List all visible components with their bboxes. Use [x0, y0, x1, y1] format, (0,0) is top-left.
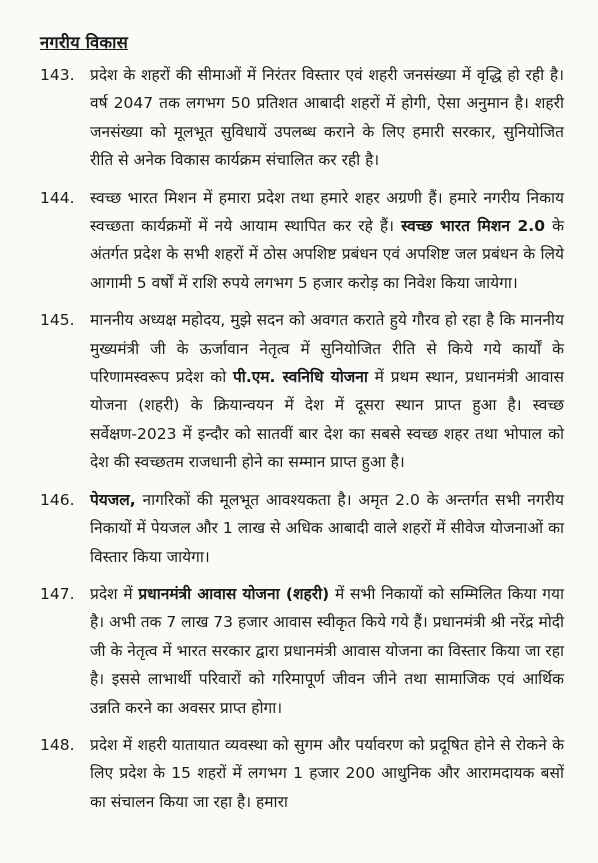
paragraph-143 — [40, 61, 564, 175]
paragraph-number: 147. — [40, 584, 75, 603]
text-segment: के अंतर्गत प्रदेश के सभी शहरों में ठोस अपशिष्ट प्रबंधन एवं अपशिष्ट जल प्रबंधन के लिये आगामी 5 वर्षों में राशि रुपये लगभग 5 हजार करोड़ का निवेश किया जायेगा। — [90, 217, 564, 292]
section-heading: नगरीय विकास — [40, 33, 128, 52]
text-segment: स्वच्छ भारत मिशन में हमारा प्रदेश तथा हमारे शहर अग्रणी हैं। हमारे नगरीय निकाय स्वच्छता कार्यक्रमों में नये आयाम स्थापित कर रहे हैं। — [90, 188, 564, 236]
paragraph-147 — [40, 580, 564, 722]
text-segment: प्रदेश में — [90, 584, 133, 603]
paragraph-text — [90, 306, 564, 476]
paragraph-text: प्रदेश के शहरों की सीमाओं में निरंतर विस्तार एवं शहरी जनसंख्या में वृद्धि हो रही है। वर्ष 2047 तक लगभग 50 प्रतिशत आबादी शहरों में होगी, ऐसा अनुमान है। शहरी जनसंख्या को मूलभूत सुविधायें उपलब्ध कराने के लिए हमारी सरकार, सुनियोजित रीति से अनेक विकास कार्यक्रम संचालित कर रही है। — [90, 66, 564, 170]
paragraph-number: 144. — [40, 188, 75, 207]
paragraph-144 — [40, 184, 564, 298]
paragraph-146 — [40, 486, 564, 571]
text-segment: में प्रथम स्थान, प्रधानमंत्री आवास योजना (शहरी) के क्रियान्वयन में देश में दूसरा स्थान प्राप्त हुआ है। स्वच्छ सर्वेक्षण-2023 में इन्दौर को सातवीं बार देश का सबसे स्वच्छ शहर तथा भोपाल को देश की स्वच्छतम राजधानी होने का सम्मान प्राप्त हुआ है। — [90, 368, 564, 472]
paragraph-text: प्रदेश में शहरी यातायात व्यवस्था को सुगम और पर्यावरण को प्रदूषित होने से रोकने के लिए प्रदेश के 15 शहरों में लगभग 1 हजार 200 आधुनिक और आरामदायक बसों का संचालन किया जा रहा है। हमारा — [90, 735, 564, 811]
paragraph-number: 143. — [40, 66, 75, 84]
paragraph-text — [90, 580, 564, 722]
paragraph-145 — [40, 306, 564, 476]
paragraph-148 — [40, 731, 564, 816]
text-segment: माननीय अध्यक्ष महोदय, मुझे सदन को अवगत कराते हुये गौरव हो रहा है कि माननीय मुख्यमंत्री जी के ऊर्जावान नेतृत्व में सुनियोजित रीति से किये गये कार्यों के परिणामस्वरूप प्रदेश को — [90, 311, 564, 387]
text-segment: में सभी निकायों को सम्मिलित किया गया है। अभी तक 7 लाख 73 हजार आवास स्वीकृत किये गये हैं। प्रधानमंत्री श्री नरेंद्र मोदी जी के नेतृत्व में भारत सरकार द्वारा प्रधानमंत्री आवास योजना का विस्तार किया जा रहा है। इससे लाभार्थी परिवारों को गरिमापूर्ण जीवन जीने तथा सामाजिक एवं आर्थिक उन्नति करने का अवसर प्राप्त होगा। — [90, 584, 564, 717]
paragraph-text — [90, 486, 564, 571]
paragraph-number: 146. — [40, 490, 75, 509]
bold-term: प्रधानमंत्री आवास योजना (शहरी) — [138, 584, 330, 603]
paragraph-number: 145. — [40, 311, 75, 330]
paragraph-number: 148. — [40, 735, 75, 754]
paragraph-text — [90, 184, 564, 298]
bold-term: पी.एम. स्वनिधि योजना — [233, 368, 368, 387]
bold-term: स्वच्छ भारत मिशन 2.0 — [401, 217, 545, 236]
text-segment: नागरिकों की मूलभूत आवश्यकता है। अमृत 2.0 के अन्तर्गत सभी नगरीय निकायों में पेयजल और 1 लाख से अधिक आबादी वाले शहरों में सीवेज योजनाओं का विस्तार किया जायेगा। — [90, 490, 564, 566]
bold-term: पेयजल, — [90, 490, 136, 509]
